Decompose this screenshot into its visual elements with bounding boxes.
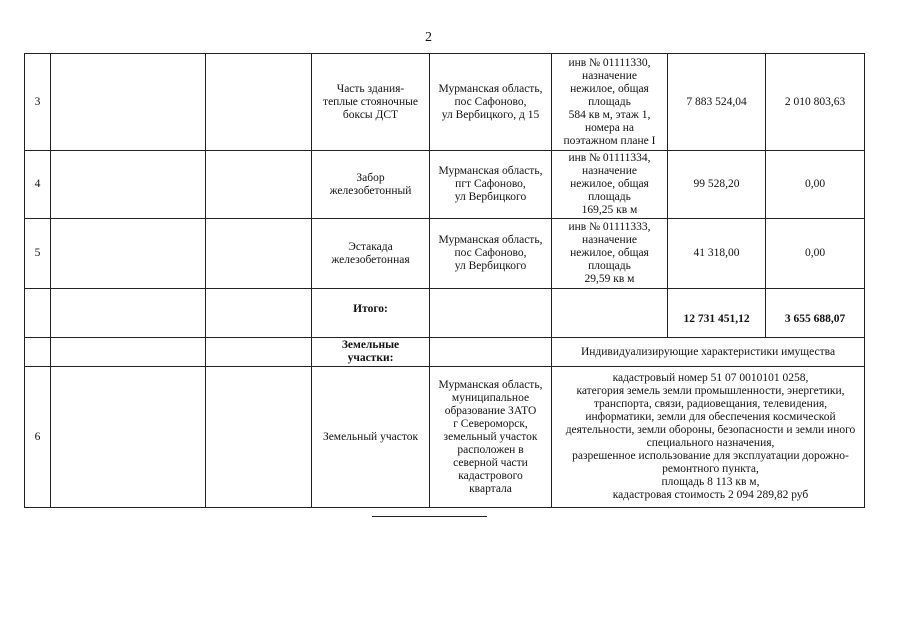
empty-cell <box>51 338 206 367</box>
empty-cell <box>51 367 206 508</box>
empty-cell <box>206 151 312 219</box>
value-cell: 99 528,20 <box>668 151 766 219</box>
land-section-label: Земельные участки: <box>312 338 430 367</box>
row-number: 5 <box>25 219 51 289</box>
property-table <box>24 53 865 508</box>
row-number: 3 <box>25 54 51 151</box>
property-address: Мурманская область, пос Сафоново, ул Вербицкого <box>430 219 552 289</box>
empty-cell <box>25 289 51 338</box>
land-characteristics: кадастровый номер 51 07 0010101 0258, категория земель земли промышленности, энергетики, транспорта, связи, радиовещания, телевидения, информатики, земли для обеспечения космической деятельности, земли обороны, безопасности и земли иного специального назначения, разрешенное использование для эксплуатации дорожно- ремонтного пункта, площадь 8 113 кв м, кадастровая стоимость 2 094 289,82 руб <box>552 367 865 508</box>
total-value: 12 731 451,12 <box>668 289 766 338</box>
value-cell: 41 318,00 <box>668 219 766 289</box>
property-characteristics: инв № 01111333, назначение нежилое, общая площадь 29,59 кв м <box>552 219 668 289</box>
empty-cell <box>552 289 668 338</box>
empty-cell <box>206 219 312 289</box>
footer-divider <box>372 516 487 517</box>
characteristics-header: Индивидуализирующие характеристики имущества <box>552 338 865 367</box>
empty-cell <box>25 338 51 367</box>
empty-cell <box>51 151 206 219</box>
empty-cell <box>206 338 312 367</box>
table-row <box>25 151 865 219</box>
page-number: 2 <box>425 30 432 45</box>
total-value: 3 655 688,07 <box>766 289 865 338</box>
total-row <box>25 289 865 338</box>
land-address: Мурманская область, муниципальное образование ЗАТО г Североморск, земельный участок расположен в северной части кадастрового квартала <box>430 367 552 508</box>
property-address: Мурманская область, пос Сафоново, ул Вербицкого, д 15 <box>430 54 552 151</box>
property-name: Часть здания- теплые стояночные боксы ДСТ <box>312 54 430 151</box>
empty-cell <box>206 367 312 508</box>
value-cell: 0,00 <box>766 151 865 219</box>
row-number: 4 <box>25 151 51 219</box>
empty-cell <box>430 338 552 367</box>
value-cell: 0,00 <box>766 219 865 289</box>
property-name: Забор железобетонный <box>312 151 430 219</box>
empty-cell <box>206 54 312 151</box>
land-row <box>25 367 865 508</box>
row-number: 6 <box>25 367 51 508</box>
empty-cell <box>51 219 206 289</box>
table-row <box>25 219 865 289</box>
empty-cell <box>206 289 312 338</box>
empty-cell <box>51 289 206 338</box>
total-label: Итого: <box>312 289 430 338</box>
land-header-row <box>25 338 865 367</box>
property-characteristics: инв № 01111330, назначение нежилое, общая площадь 584 кв м, этаж 1, номера на поэтажном плане I <box>552 54 668 151</box>
table-row <box>25 54 865 151</box>
land-name: Земельный участок <box>312 367 430 508</box>
property-name: Эстакада железобетонная <box>312 219 430 289</box>
value-cell: 7 883 524,04 <box>668 54 766 151</box>
property-address: Мурманская область, пгт Сафоново, ул Вербицкого <box>430 151 552 219</box>
property-characteristics: инв № 01111334, назначение нежилое, общая площадь 169,25 кв м <box>552 151 668 219</box>
empty-cell <box>51 54 206 151</box>
value-cell: 2 010 803,63 <box>766 54 865 151</box>
empty-cell <box>430 289 552 338</box>
